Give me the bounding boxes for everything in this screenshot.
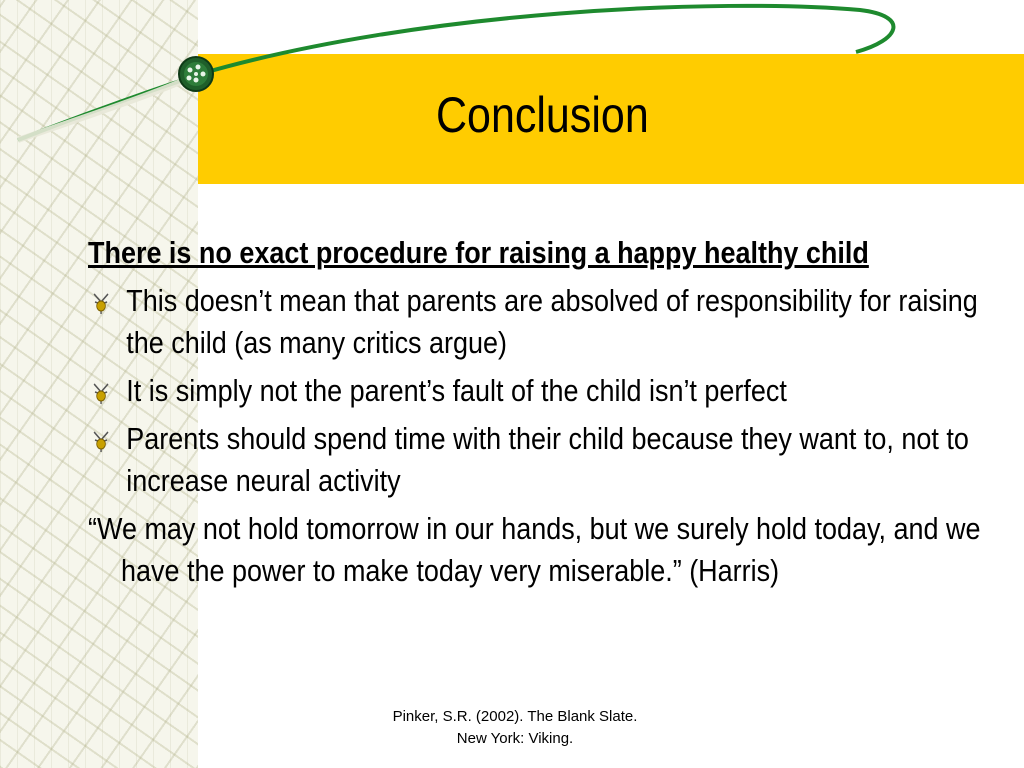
bullet-item — [88, 370, 979, 412]
sprout-bullet-icon — [90, 290, 113, 316]
heading-statement: There is no exact procedure for raising a happy healthy child — [88, 235, 869, 270]
bullet-text: This doesn’t mean that parents are absolved of responsibility for raising the child (as many critics argue) — [126, 283, 978, 360]
green-orb-icon — [179, 57, 213, 91]
quote-text: “We may not hold tomorrow in our hands, but we surely hold today, and we have the power to make today very miserable.” (Harris) — [88, 511, 981, 588]
bullet-text: It is simply not the parent’s fault of the child isn’t perfect — [126, 373, 787, 408]
slide-title: Conclusion — [436, 87, 649, 143]
citation-line-1: Pinker, S.R. (2002). The Blank Slate. — [392, 708, 638, 725]
citation — [340, 706, 690, 750]
bullet-item — [88, 418, 979, 502]
sprout-bullet-icon — [90, 380, 113, 406]
sprout-bullet-icon — [90, 428, 113, 454]
slide-body — [88, 232, 981, 592]
bullet-item — [88, 280, 979, 364]
bullet-text: Parents should spend time with their child because they want to, not to increase neural activity — [126, 421, 969, 498]
citation-line-2: New York: Viking. — [456, 730, 574, 747]
